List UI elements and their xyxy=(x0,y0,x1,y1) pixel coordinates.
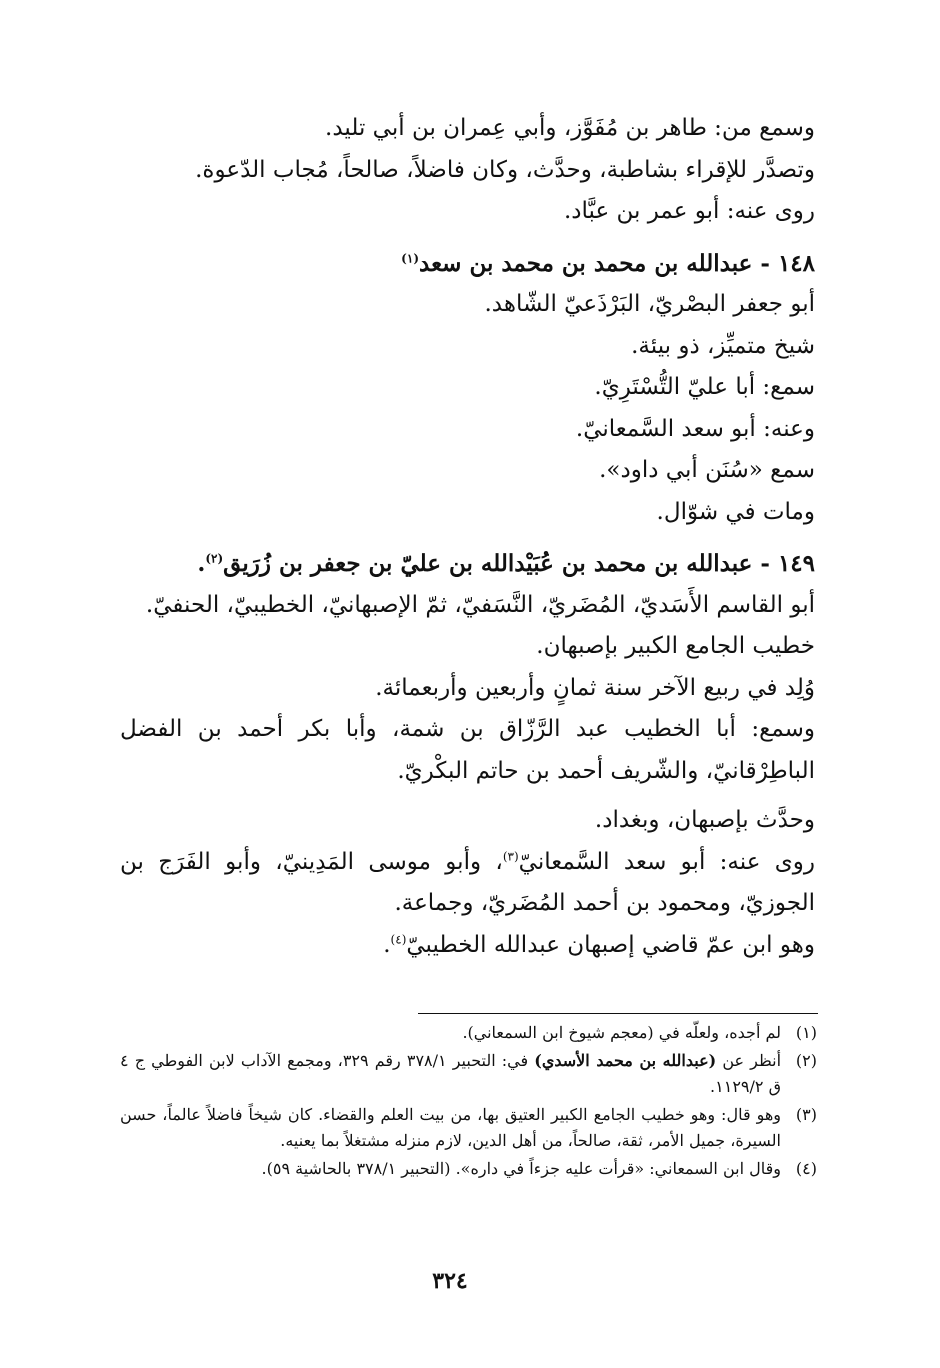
footnote-text: وهو قال: وهو خطيب الجامع الكبير العتيق بها، من بيت العلم والقضاء. كان شيخاً فاضلاً عالماً، حسن السيرة، جميل الأمر، ثقة، صالحاً، من أهل الدين، لازم منزله مشتغلاً بما يعنيه. xyxy=(120,1105,781,1150)
text-line: شيخ متميِّز، ذو بيئة. xyxy=(631,332,815,359)
text-line: وتصدَّر للإقراء بشاطبة، وحدَّث، وكان فاضلاً، صالحاً، مُجاب الدّعوة. xyxy=(195,156,815,183)
footnote-number: (١) xyxy=(795,1023,817,1042)
entry-number: ١٤٩ - xyxy=(752,550,815,577)
footnote xyxy=(120,1020,817,1046)
footnote-number: (٣) xyxy=(795,1105,817,1124)
entry-149-heading xyxy=(120,543,815,585)
footnote-text xyxy=(120,1048,781,1100)
entry-name-end: . xyxy=(197,550,206,577)
entry-name: عبدالله بن محمد بن محمد بن سعد xyxy=(419,249,753,277)
footnote xyxy=(120,1156,817,1182)
text-span: ، وأبو موسى المَدِينيّ، وأبو الفَرَج بن الجوزيّ، ومحمود بن أحمد المُضَريّ، وجماعة. xyxy=(120,848,815,916)
footnote-ref: (٢) xyxy=(205,551,224,566)
text-line: خطيب الجامع الكبير بإصبهان. xyxy=(536,633,815,659)
footnote xyxy=(120,1102,817,1154)
entry-number: ١٤٨ - xyxy=(752,249,815,277)
footnote-text-span: في: التحبير ٣٧٨/١ رقم ٣٢٩، ومجمع الآداب لابن الفوطي ج ٤ ق ١١٢٩/٢. xyxy=(120,1051,781,1096)
text-line xyxy=(120,925,815,967)
text-line: أبو جعفر البصْريّ، البَرْذَعيّ الشّاهد. xyxy=(484,291,815,317)
page-number: ٣٢٤ xyxy=(432,1268,468,1294)
text-line: وُلِد في ربيع الآخر سنة ثمانٍ وأربعين وأربعمائة. xyxy=(375,674,815,701)
footnote-text: وقال ابن السمعاني: «قرأت عليه جزءاً في داره». (التحبير ٣٧٨/١ بالحاشية ٥٩). xyxy=(261,1159,781,1178)
text-span: روى عنه: أبو سعد السَّمعانيّ xyxy=(518,848,815,875)
footnote-text-span: أنظر عن xyxy=(716,1051,782,1070)
footnote-bold-title: (عبدالله بن محمد الأسدي) xyxy=(534,1051,717,1070)
footnote-ref: (٣) xyxy=(502,848,519,863)
footnote xyxy=(120,1048,817,1100)
footnote-ref: (١) xyxy=(401,250,419,265)
text-line: روى عنه: أبو عمر بن عبَّاد. xyxy=(563,198,815,224)
text-paragraph xyxy=(120,842,815,925)
footnote-number: (٤) xyxy=(795,1159,817,1178)
footnote-divider xyxy=(418,1013,818,1014)
footnote-text: لم أجده، ولعلّه في (معجم شيوخ ابن السمعاني). xyxy=(462,1023,781,1042)
main-text xyxy=(120,108,815,966)
text-span: . xyxy=(383,931,391,958)
text-paragraph: أبو القاسم الأَسَديّ، المُضَريّ، النَّسَفيّ، ثمّ الإصبهانيّ، الخطيبيّ، الحنفيّ. xyxy=(145,591,815,618)
footnotes xyxy=(120,1020,817,1184)
footnote-ref: (٤) xyxy=(390,931,407,946)
entry-148-heading xyxy=(120,243,815,285)
entry-name: عبدالله بن محمد بن عُبَيْدالله بن عليّ بن جعفر بن زُرَيق xyxy=(223,550,753,577)
text-line: وسمع من: طاهر بن مُفَوَّز، وأبي عِمران بن أبي تليد. xyxy=(325,115,815,141)
text-span: وهو ابن عمّ قاضي إصبهان عبدالله الخطيبيّ xyxy=(406,931,815,958)
text-line: ومات في شوّال. xyxy=(656,498,815,525)
footnote-number: (٢) xyxy=(795,1051,817,1070)
text-line: سمع «سُنَن أبي داود». xyxy=(599,457,815,483)
text-line: وحدَّث بإصبهان، وبغداد. xyxy=(594,807,815,833)
text-line: وعنه: أبو سعد السَّمعانيّ. xyxy=(575,415,815,442)
text-line: سمع: أبا عليّ التُّسْتَرِيّ. xyxy=(594,374,815,400)
text-paragraph: وسمع: أبا الخطيب عبد الرَّزّاق بن شمة، وأبا بكر أحمد بن الفضل الباطِرْقانيّ، والشّريف أحمد بن حاتم البكْريّ. xyxy=(120,716,815,784)
